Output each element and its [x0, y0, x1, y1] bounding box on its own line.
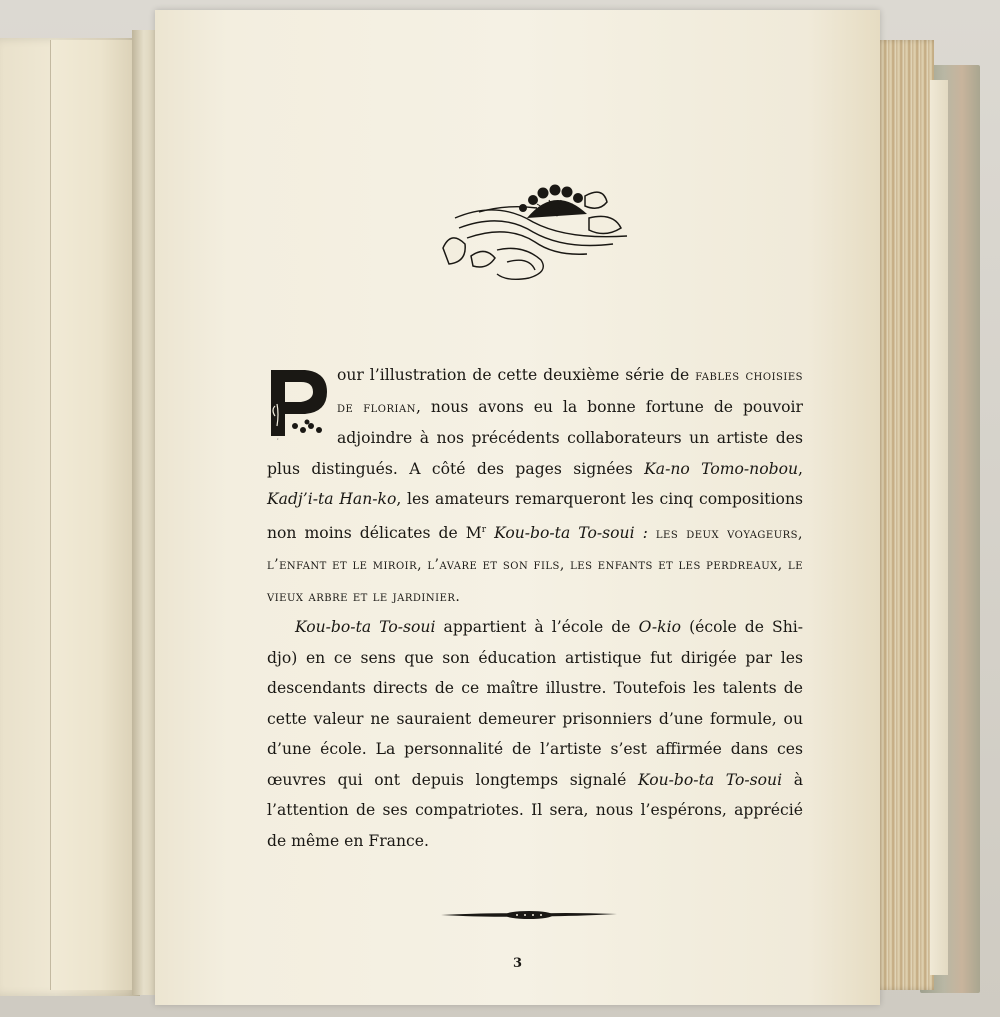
p1-text-4: , les amateurs remarqueront les cinq compositions non moins délicates de M — [267, 490, 803, 542]
left-page-fold — [50, 40, 133, 990]
p1-text-3: , — [798, 459, 803, 478]
page-number: 3 — [512, 956, 523, 971]
p1-smallcaps-title: fables choisies de florian — [337, 368, 804, 416]
p1-artist-3: Kou-bo-ta To-soui : — [494, 523, 648, 542]
page-stack-edge — [872, 40, 934, 990]
book-page — [155, 10, 880, 1005]
p1-text-2: , nous avons eu la bonne fortune de pouvoir adjoindre à nos précédents collaborateurs un artiste des plus distingués. A côté des pages signées — [267, 397, 804, 478]
paragraph-2 — [267, 612, 803, 856]
body-text — [267, 360, 803, 856]
ornament-vignette-icon — [437, 178, 633, 290]
p1-smallcaps-fables: les deux voyageurs, l’enfant et le miroir, l’avare et son fils, les enfants et les perdreaux, le vieux arbre et le jardinier. — [267, 525, 803, 605]
p2-text-2: (école de Shi-djo) en ce sens que son éducation artistique fut dirigée par les descendants directs de ce maître illustre. Toutefois les talents de cette valeur ne sauraient demeurer prisonniers d’une formule, ou d’une école. La personnalité de l’artiste s’est affirmée dans ces œuvres qui ont depuis longtemps signalé — [267, 618, 804, 789]
svg-text:P: P — [277, 439, 279, 441]
p2-artist-2: Kou-bo-ta To-soui — [638, 770, 783, 789]
dropcap-p-icon — [267, 366, 329, 442]
p1-text-5 — [486, 524, 494, 542]
p1-artist-2: Kadj’i-ta Han-ko — [267, 490, 397, 508]
tailpiece-divider-icon — [439, 908, 619, 922]
p2-text-1: appartient à l’école de — [435, 618, 639, 637]
p2-text-3: à l’attention de ses compatriotes. Il sera, nous l’espérons, apprécié de même en France. — [267, 770, 804, 850]
p1-artist-1: Ka-no Tomo-nobou — [644, 459, 799, 478]
p1-superscript: r — [481, 524, 487, 535]
p1-text-6 — [648, 524, 656, 542]
p2-school: O-kio — [638, 618, 682, 637]
p1-text-1: our l’illustration de cette deuxième série de — [337, 366, 696, 384]
paragraph-1 — [267, 360, 803, 612]
page-stack-highlight — [930, 80, 948, 975]
p2-artist-1: Kou-bo-ta To-soui — [295, 618, 436, 637]
